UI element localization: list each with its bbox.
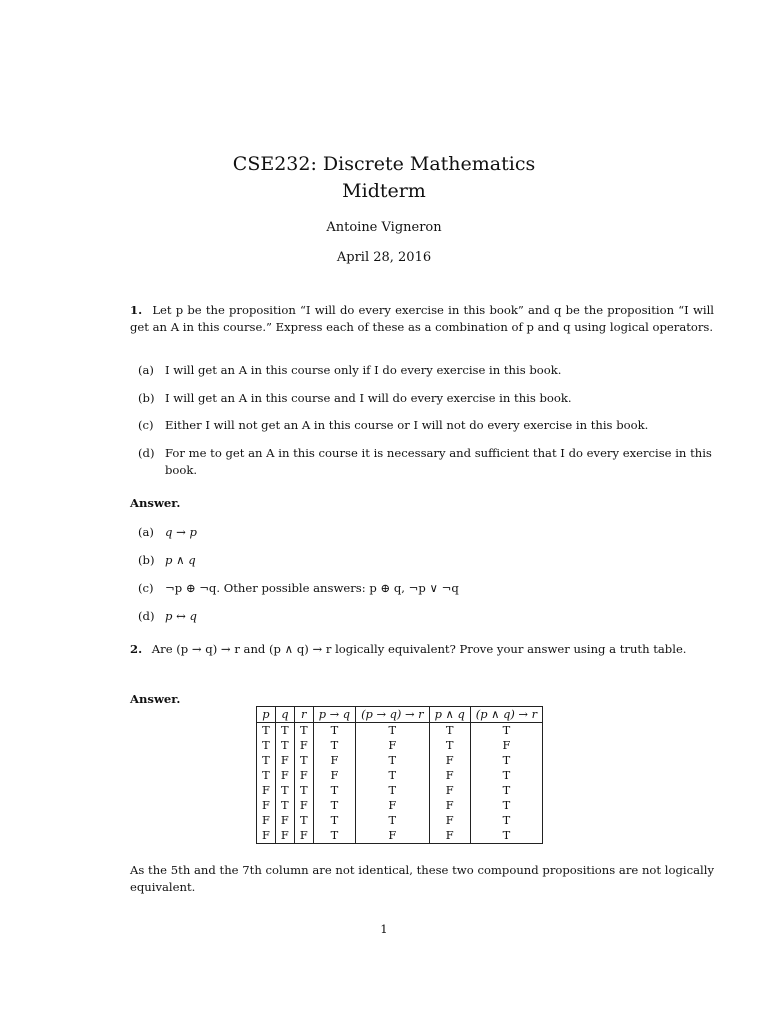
answer-text: p ∧ q <box>165 553 196 567</box>
table-cell: T <box>470 723 542 739</box>
table-row <box>257 798 543 813</box>
table-cell: T <box>257 723 276 739</box>
table-cell: F <box>313 753 355 768</box>
table-cell: T <box>470 783 542 798</box>
item-label: (b) <box>138 391 155 405</box>
table-row <box>257 813 543 828</box>
answer-text: p ↔ q <box>165 609 197 623</box>
item-label: (c) <box>138 418 154 432</box>
document-subtitle: Midterm <box>342 180 426 202</box>
table-cell: T <box>257 768 276 783</box>
table-cell: F <box>470 738 542 753</box>
table-cell: F <box>275 768 294 783</box>
table-row <box>257 768 543 783</box>
table-cell: F <box>257 828 276 844</box>
column-header: q <box>275 707 294 723</box>
document-title: CSE232: Discrete Mathematics <box>232 153 536 175</box>
table-cell: F <box>257 813 276 828</box>
table-cell: T <box>313 798 355 813</box>
table-cell: F <box>313 768 355 783</box>
table-cell: T <box>356 723 430 739</box>
table-cell: F <box>275 753 294 768</box>
table-cell: T <box>294 753 313 768</box>
table-cell: T <box>429 723 470 739</box>
table-cell: T <box>313 723 355 739</box>
table-cell: F <box>429 768 470 783</box>
table-cell: T <box>313 813 355 828</box>
column-header: p ∧ q <box>429 707 470 723</box>
table-cell: T <box>429 738 470 753</box>
answer-text: ¬p ⊕ ¬q. Other possible answers: p ⊕ q, ¬p ∨ ¬q <box>165 581 459 595</box>
table-cell: T <box>470 828 542 844</box>
table-row <box>257 738 543 753</box>
answer-label: (b) <box>138 553 155 567</box>
table-cell: F <box>429 798 470 813</box>
table-cell: T <box>313 828 355 844</box>
table-cell: T <box>356 783 430 798</box>
table-cell: T <box>275 783 294 798</box>
table-cell: F <box>294 828 313 844</box>
question-1-number: 1. <box>130 303 143 317</box>
table-cell: F <box>294 738 313 753</box>
truth-table-body <box>257 723 543 844</box>
table-cell: F <box>429 828 470 844</box>
table-cell: F <box>429 753 470 768</box>
answer-label: (d) <box>138 609 155 623</box>
table-cell: F <box>356 798 430 813</box>
answer-heading-1: Answer. <box>130 496 181 510</box>
author: Antoine Vigneron <box>326 220 442 235</box>
table-cell: T <box>313 783 355 798</box>
table-cell: T <box>257 738 276 753</box>
table-cell: F <box>429 783 470 798</box>
table-cell: T <box>356 813 430 828</box>
table-cell: T <box>294 723 313 739</box>
item-label: (a) <box>138 363 154 377</box>
table-row <box>257 783 543 798</box>
question-2-number: 2. <box>130 642 143 656</box>
table-cell: F <box>275 828 294 844</box>
page-number: 1 <box>380 922 388 936</box>
table-cell: F <box>429 813 470 828</box>
table-cell: T <box>294 783 313 798</box>
table-cell: T <box>356 753 430 768</box>
table-cell: T <box>257 753 276 768</box>
column-header: (p ∧ q) → r <box>470 707 542 723</box>
table-cell: F <box>257 798 276 813</box>
column-header: p → q <box>313 707 355 723</box>
table-cell: F <box>275 813 294 828</box>
answer-label: (a) <box>138 525 154 539</box>
table-cell: T <box>470 798 542 813</box>
table-cell: T <box>470 768 542 783</box>
table-cell: F <box>356 738 430 753</box>
question-2-text: Are (p → q) → r and (p ∧ q) → r logically equivalent? Prove your answer using a truth table. <box>151 642 687 656</box>
table-row <box>257 828 543 844</box>
table-row <box>257 753 543 768</box>
item-text: For me to get an A in this course it is necessary and sufficient that I do every exercise in this book. <box>165 446 712 477</box>
item-text: Either I will not get an A in this course or I will not do every exercise in this book. <box>165 418 649 432</box>
question-1 <box>130 302 714 336</box>
table-cell: T <box>470 753 542 768</box>
column-header: p <box>257 707 276 723</box>
table-cell: T <box>470 813 542 828</box>
table-cell: F <box>356 828 430 844</box>
column-header: r <box>294 707 313 723</box>
truth-table-header-row <box>257 707 543 723</box>
item-label: (d) <box>138 446 155 460</box>
date: April 28, 2016 <box>336 250 432 265</box>
table-cell: T <box>275 738 294 753</box>
question-2 <box>130 641 714 658</box>
table-cell: T <box>275 723 294 739</box>
table-cell: T <box>275 798 294 813</box>
table-row <box>257 723 543 739</box>
item-text: I will get an A in this course only if I do every exercise in this book. <box>165 363 562 377</box>
table-cell: T <box>313 738 355 753</box>
table-cell: T <box>356 768 430 783</box>
column-header: (p → q) → r <box>356 707 430 723</box>
answer-label: (c) <box>138 581 154 595</box>
table-cell: T <box>294 813 313 828</box>
answer-text: q → p <box>165 525 197 539</box>
table-cell: F <box>257 783 276 798</box>
answer-heading-2: Answer. <box>130 692 181 706</box>
truth-table <box>256 706 543 844</box>
item-text: I will get an A in this course and I will do every exercise in this book. <box>165 391 572 405</box>
conclusion: As the 5th and the 7th column are not identical, these two compound propositions are not logically equivalent. <box>130 863 714 894</box>
table-cell: F <box>294 798 313 813</box>
question-1-text: Let p be the proposition “I will do every exercise in this book” and q be the proposition “I will get an A in this course.” Express each of these as a combination of p and q using logical operators. <box>130 303 715 334</box>
table-cell: F <box>294 768 313 783</box>
